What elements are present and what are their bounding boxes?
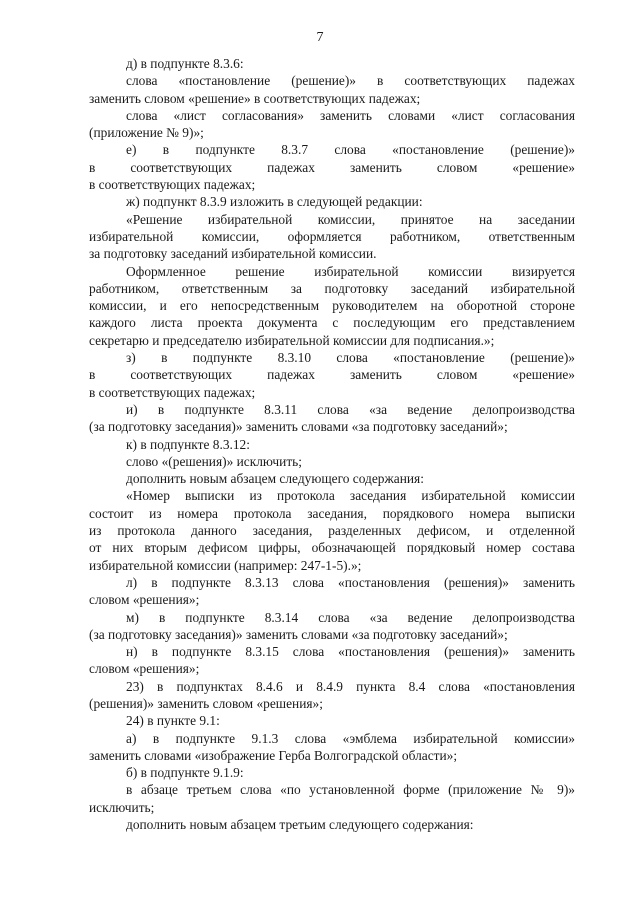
text-line: каждого листа проекта документа с последующим его представлением <box>89 315 575 331</box>
text-line: а) в подпункте 9.1.3 слова «эмблема избирательной комиссии» <box>126 730 575 746</box>
text-line: н) в подпункте 8.3.15 слова «постановления (решения)» заменить <box>126 644 575 660</box>
text-line: б) в подпункте 9.1.9: <box>126 765 244 781</box>
page-number: 7 <box>316 30 324 45</box>
text-line: ж) подпункт 8.3.9 изложить в следующей редакции: <box>126 194 423 210</box>
text-line: в соответствующих падежах заменить словом «решение» <box>89 367 575 383</box>
text-line: заменить словами «изображение Герба Волгоградской области»; <box>89 747 458 763</box>
text-line: слова «постановление (решение)» в соответствующих падежах <box>126 73 575 89</box>
text-line: исключить; <box>89 799 155 815</box>
text-line: м) в подпункте 8.3.14 слова «за ведение делопроизводства <box>126 609 575 625</box>
text-line: словом «решения»; <box>89 661 200 677</box>
text-line: 23) в подпунктах 8.4.6 и 8.4.9 пункта 8.4 слова «постановления <box>126 678 575 694</box>
text-line: комиссии, и его непосредственным руководителем на оборотной стороне <box>89 298 575 314</box>
text-line: заменить словом «решение» в соответствующих падежах; <box>89 90 421 106</box>
text-line: е) в подпункте 8.3.7 слова «постановление (решение)» <box>126 142 575 158</box>
text-line: от них вторым дефисом цифры, обозначающей порядковый номер состава <box>89 540 575 556</box>
text-line: «Номер выписки из протокола заседания избирательной комиссии <box>126 488 575 504</box>
text-line: 24) в пункте 9.1: <box>126 713 220 729</box>
text-line: в соответствующих падежах; <box>89 384 256 400</box>
text-line: «Решение избирательной комиссии, принятое на заседании <box>126 211 575 227</box>
text-line: в соответствующих падежах заменить словом «решение» <box>89 159 575 175</box>
text-line: (приложение № 9)»; <box>89 125 204 141</box>
text-line: л) в подпункте 8.3.13 слова «постановления (решения)» заменить <box>126 574 575 590</box>
text-line: дополнить новым абзацем следующего содержания: <box>126 471 424 487</box>
text-line: и) в подпункте 8.3.11 слова «за ведение делопроизводства <box>126 401 575 417</box>
text-line: состоит из номера протокола заседания, порядкового номера выписки <box>89 505 575 521</box>
text-line: в соответствующих падежах; <box>89 177 256 193</box>
text-line: из протокола данного заседания, разделенных дефисом, и отделенной <box>89 523 575 539</box>
text-line: избирательной комиссии, оформляется работником, ответственным <box>89 228 575 244</box>
text-line: к) в подпункте 8.3.12: <box>126 436 250 452</box>
text-line: слово «(решения)» исключить; <box>126 453 303 469</box>
text-line: работником, ответственным за подготовку заседаний избирательной <box>89 280 575 296</box>
text-line: избирательной комиссии (например: 247-1-5).»; <box>89 557 362 573</box>
text-line: дополнить новым абзацем третьим следующего содержания: <box>126 817 474 833</box>
text-line: Оформленное решение избирательной комиссии визируется <box>126 263 575 279</box>
text-line: д) в подпункте 8.3.6: <box>126 56 244 71</box>
text-line: в абзаце третьем слова «по установленной форме (приложение № 9)» <box>126 782 575 798</box>
text-line: (за подготовку заседания)» заменить словами «за подготовку заседаний»; <box>89 626 508 642</box>
text-line: слова «лист согласования» заменить словами «лист согласования <box>126 107 575 123</box>
text-line: (за подготовку заседания)» заменить словами «за подготовку заседаний»; <box>89 419 508 435</box>
text-line: словом «решения»; <box>89 592 200 608</box>
text-line: за подготовку заседаний избирательной комиссии. <box>89 246 377 262</box>
document-body <box>89 55 575 833</box>
text-line: з) в подпункте 8.3.10 слова «постановление (решение)» <box>126 350 575 366</box>
text-line: (решения)» заменить словом «решения»; <box>89 695 323 711</box>
text-line: секретарю и председателю избирательной комиссии для подписания.»; <box>89 332 495 348</box>
